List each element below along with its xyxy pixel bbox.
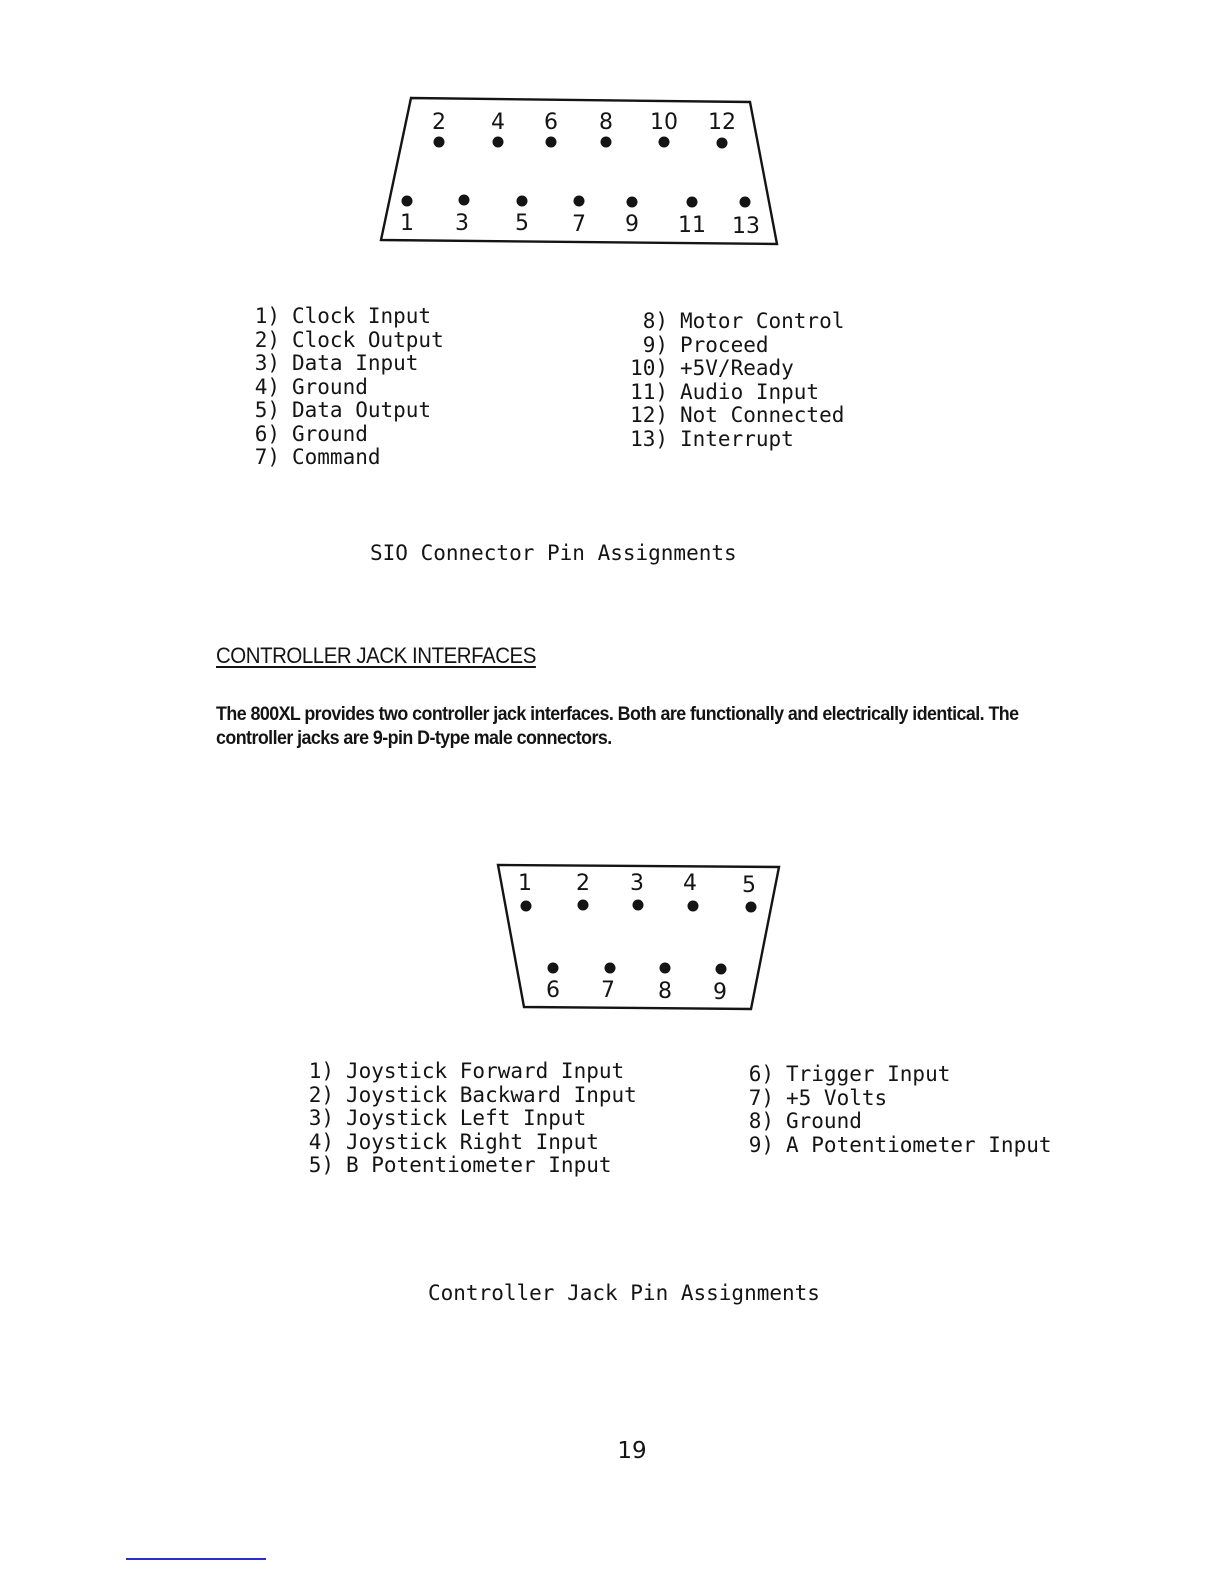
svg-text:9: 9 xyxy=(625,212,639,237)
svg-text:3: 3 xyxy=(455,211,469,236)
svg-text:13: 13 xyxy=(732,214,760,239)
sio-caption: SIO Connector Pin Assignments xyxy=(370,541,737,565)
controller-connector-diagram xyxy=(490,855,790,1020)
svg-text:6: 6 xyxy=(544,110,558,135)
list-item: 3) Data Input xyxy=(254,351,419,375)
svg-text:1: 1 xyxy=(518,871,532,896)
sio-pin-13 xyxy=(732,197,760,240)
sio-pin-6 xyxy=(544,110,558,148)
svg-text:12: 12 xyxy=(708,110,736,135)
svg-text:2: 2 xyxy=(576,871,590,896)
list-item: 13) Interrupt xyxy=(630,426,794,451)
list-item: 5) B Potentiometer Input xyxy=(308,1153,612,1177)
list-item: 8) Motor Control xyxy=(642,309,845,333)
controller-pin-2 xyxy=(576,871,590,911)
sio-connector-diagram xyxy=(370,90,790,255)
controller-pin-9 xyxy=(713,964,727,1006)
sio-pin-1 xyxy=(400,196,414,237)
section-heading: CONTROLLER JACK INTERFACES xyxy=(216,643,536,668)
list-item: 11) Audio Input xyxy=(630,379,820,404)
sio-pin-list-left xyxy=(248,305,444,470)
controller-caption: Controller Jack Pin Assignments xyxy=(428,1281,820,1305)
controller-pin-6 xyxy=(546,963,560,1004)
list-item: 10) +5V/Ready xyxy=(630,356,794,380)
controller-bottom-pin-row xyxy=(546,963,727,1006)
svg-text:8: 8 xyxy=(658,979,672,1004)
svg-text:11: 11 xyxy=(678,213,706,238)
controller-pin-8 xyxy=(658,963,672,1005)
sio-pin-11 xyxy=(678,197,706,239)
sio-pin-7 xyxy=(572,196,586,238)
list-item: 2) Clock Output xyxy=(254,327,444,352)
list-item: 3) Joystick Left Input xyxy=(308,1106,587,1130)
svg-text:3: 3 xyxy=(630,871,644,896)
controller-pin-1 xyxy=(518,871,532,912)
list-item: 8) Ground xyxy=(748,1109,862,1133)
controller-top-pin-row xyxy=(518,871,757,913)
sio-pin-9 xyxy=(625,197,639,238)
list-item: 7) +5 Volts xyxy=(748,1085,888,1110)
svg-text:7: 7 xyxy=(601,978,615,1003)
svg-text:2: 2 xyxy=(432,110,446,135)
sio-pin-10 xyxy=(650,110,678,148)
section-paragraph: The 800XL provides two controller jack interfaces. Both are functionally and electrically identical. The controller jacks are 9-pin D-type male connectors. xyxy=(216,704,1019,749)
footer-rule xyxy=(126,1558,266,1560)
controller-pin-4 xyxy=(683,871,699,912)
svg-text:4: 4 xyxy=(491,110,505,135)
svg-text:9: 9 xyxy=(713,980,727,1005)
list-item: 5) Data Output xyxy=(254,398,432,422)
sio-pin-12 xyxy=(708,110,736,149)
page-number: 19 xyxy=(617,1438,647,1464)
svg-text:6: 6 xyxy=(546,978,560,1003)
sio-bottom-pin-row xyxy=(400,195,760,240)
list-item: 4) Joystick Right Input xyxy=(308,1129,599,1154)
list-item: 7) Command xyxy=(254,445,381,469)
controller-pin-5 xyxy=(742,873,757,913)
list-item: 1) Clock Input xyxy=(254,304,432,328)
sio-pin-4 xyxy=(491,110,505,148)
sio-top-pin-row xyxy=(432,110,736,149)
controller-pin-list-left xyxy=(302,1060,637,1178)
sio-pin-list-right xyxy=(626,310,844,451)
svg-text:7: 7 xyxy=(572,212,586,237)
controller-pin-list-right xyxy=(742,1063,1052,1157)
svg-text:5: 5 xyxy=(515,211,529,236)
svg-text:8: 8 xyxy=(599,110,613,135)
svg-text:4: 4 xyxy=(683,871,697,896)
sio-pin-3 xyxy=(455,195,470,237)
controller-pin-7 xyxy=(601,963,616,1004)
sio-pin-2 xyxy=(432,110,446,148)
list-item: 9) Proceed xyxy=(642,332,769,357)
controller-pin-3 xyxy=(630,871,644,911)
sio-pin-5 xyxy=(515,196,529,237)
list-item: 9) A Potentiometer Input xyxy=(748,1132,1052,1157)
svg-text:5: 5 xyxy=(742,873,756,898)
svg-text:10: 10 xyxy=(650,110,678,135)
list-item: 6) Ground xyxy=(254,421,368,446)
svg-text:1: 1 xyxy=(400,211,414,236)
list-item: 12) Not Connected xyxy=(630,403,845,427)
list-item: 4) Ground xyxy=(254,374,368,399)
list-item: 2) Joystick Backward Input xyxy=(308,1082,637,1107)
list-item: 1) Joystick Forward Input xyxy=(308,1059,625,1083)
sio-pin-8 xyxy=(599,110,613,148)
list-item: 6) Trigger Input xyxy=(748,1062,951,1086)
